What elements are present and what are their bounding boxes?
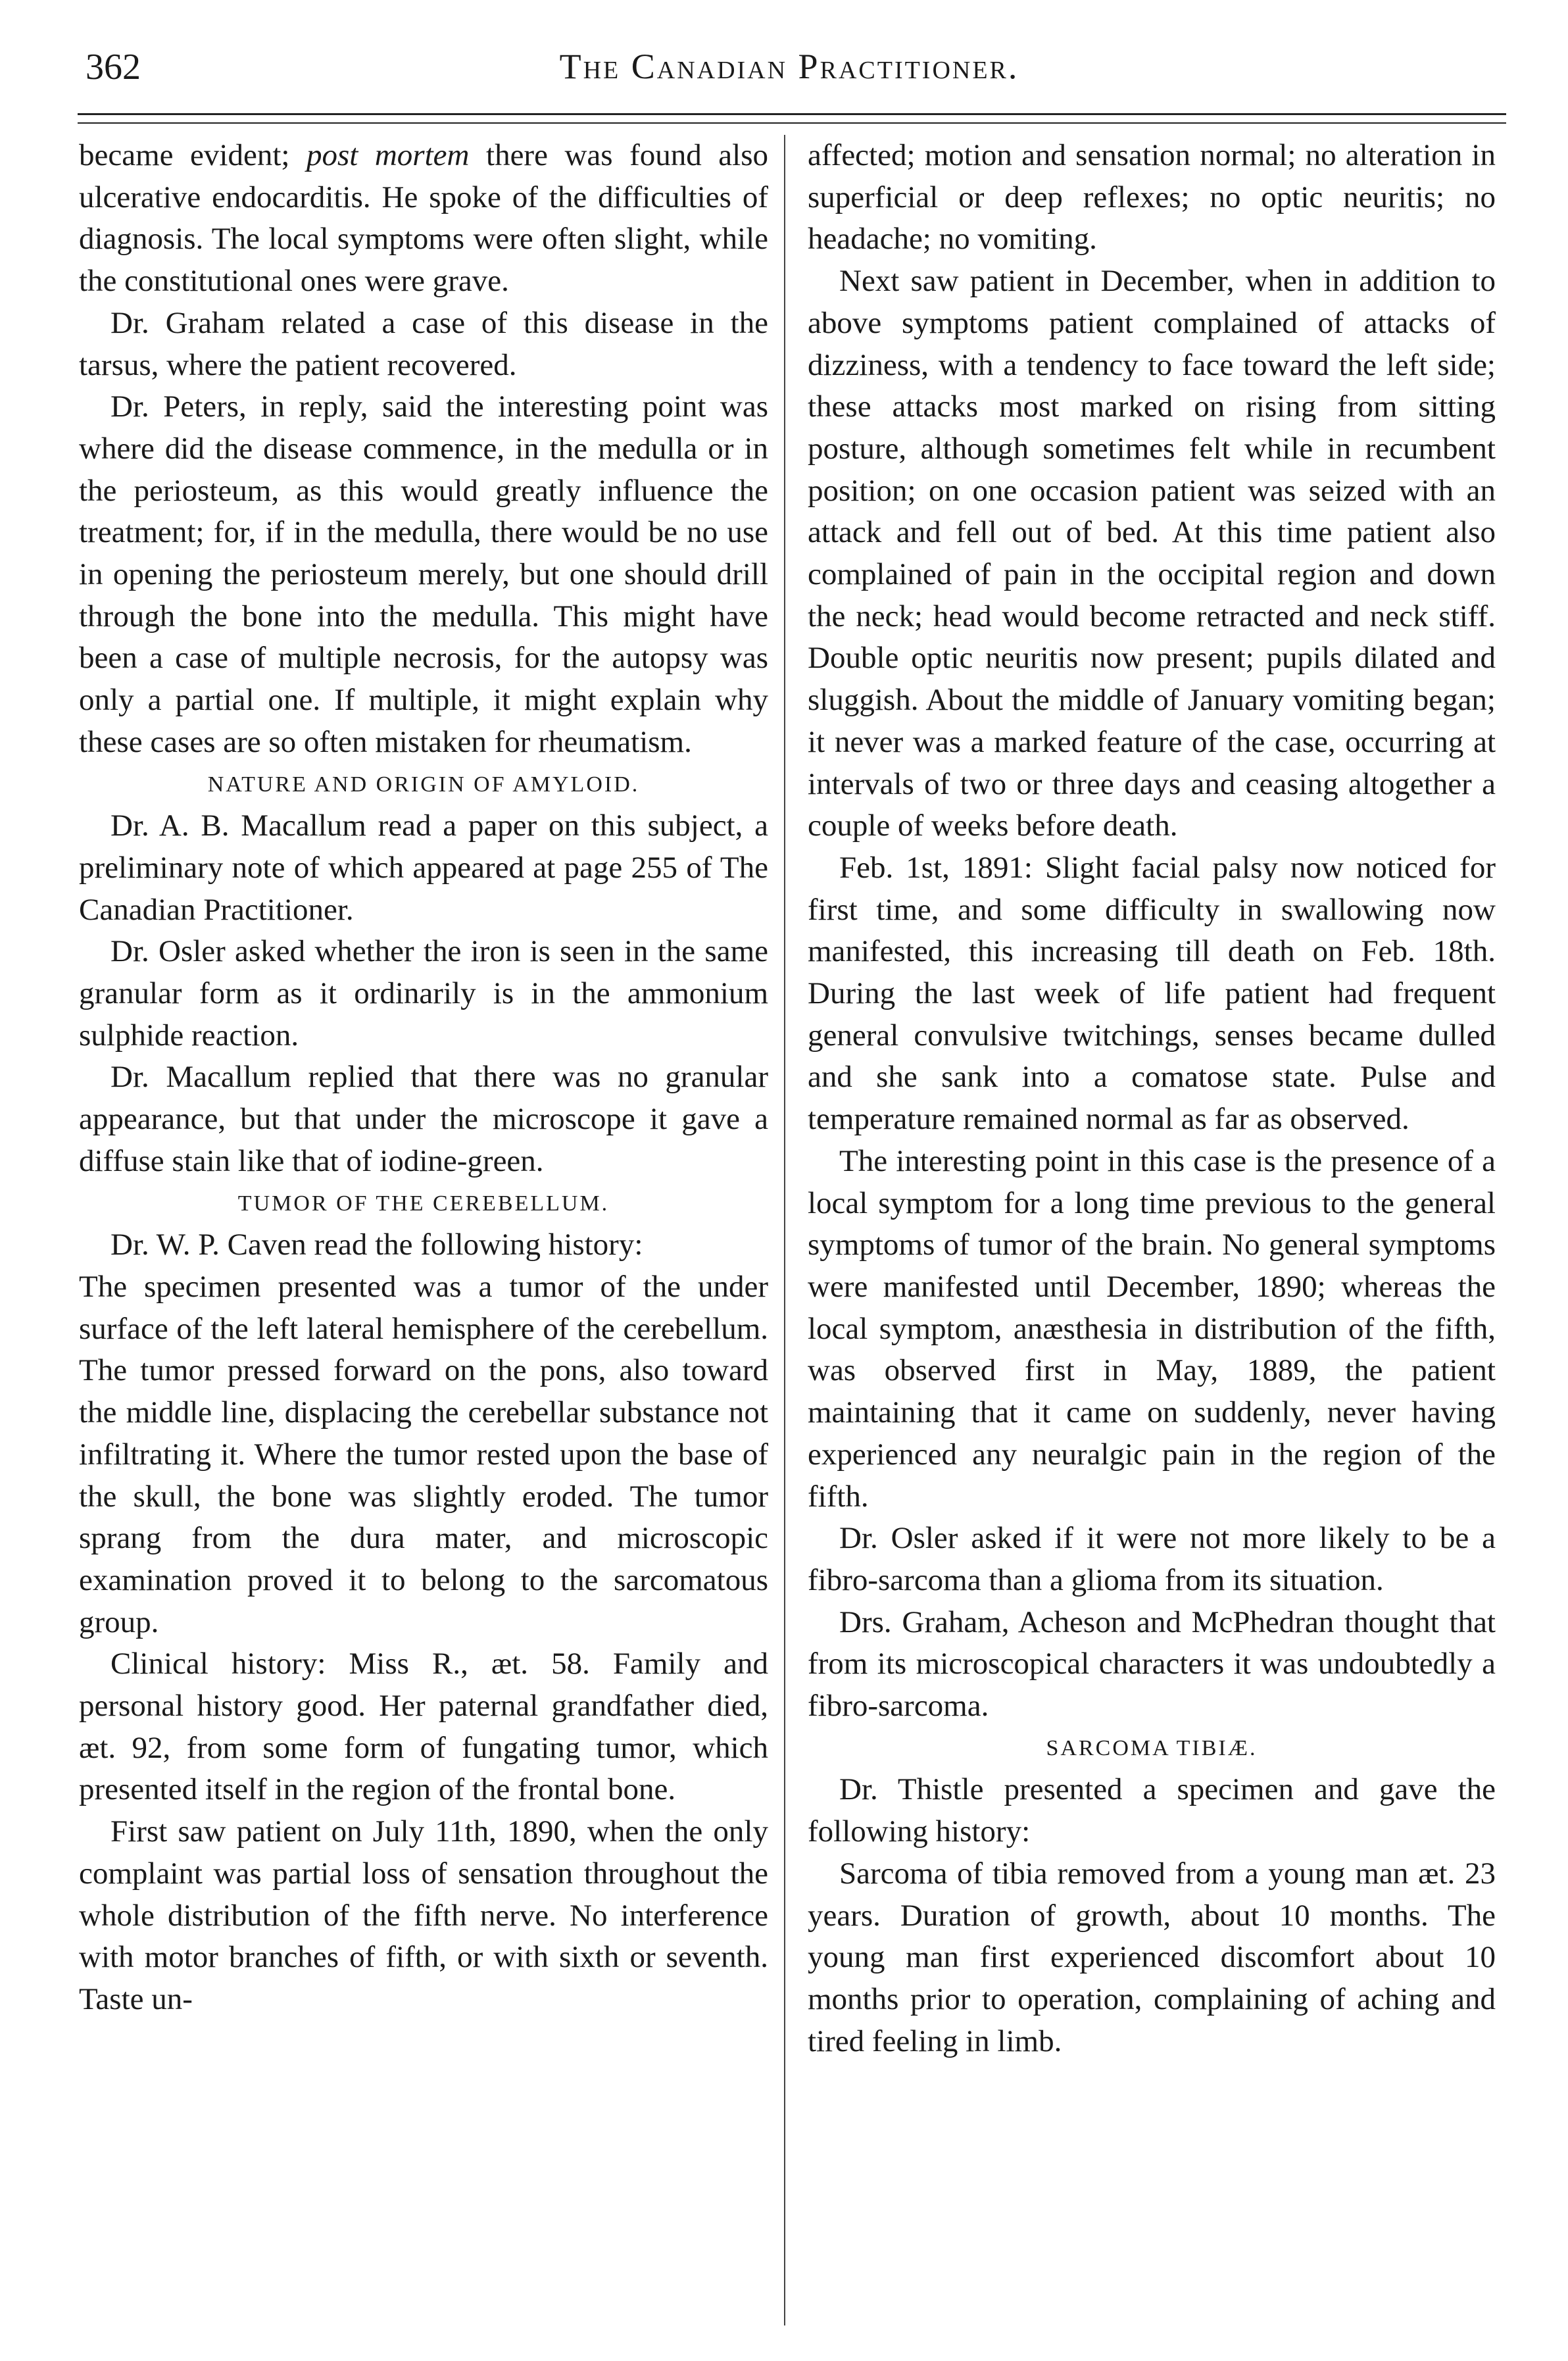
section-heading: NATURE AND ORIGIN OF AMYLOID.: [207, 772, 640, 797]
italic-text: post mortem: [306, 138, 470, 172]
header-rule-top: [78, 113, 1506, 115]
paragraph: [79, 135, 768, 303]
paragraph: Dr. Graham related a case of this disease in the tarsus, where the patient recovered.: [79, 305, 768, 382]
page-header: [72, 20, 1506, 92]
text-run: there was found also ulcerative endocarditis. He spoke of the difficulties of diagnosis. The local symptoms were often slight, while the constitutional ones were grave.: [79, 138, 768, 299]
paragraph: Feb. 1st, 1891: Slight facial palsy now noticed for first time, and some difficulty in swallowing now manifested, this increasing till death on Feb. 18th. During the last week of life patient had frequent general convulsive twitchings, senses became dulled and she sank into a comatose state. Pulse and temperature remained normal as far as observed.: [808, 850, 1496, 1137]
paragraph: Sarcoma of tibia removed from a young man æt. 23 years. Duration of growth, about 10 months. The young man first experienced discomfort about 10 months prior to operation, complaining of aching and tired feeling in limb.: [808, 1856, 1496, 2058]
paragraph: First saw patient on July 11th, 1890, when the only complaint was partial loss of sensation throughout the whole distribution of the fifth nerve. No interference with motor branches of fifth, or with sixth or seventh. Taste un-: [79, 1814, 768, 2016]
paragraph: Dr. A. B. Macallum read a paper on this subject, a preliminary note of which appeared at page 255 of The Canadian Practitioner.: [79, 808, 768, 927]
section-heading: TUMOR OF THE CEREBELLUM.: [237, 1191, 610, 1216]
paragraph: affected; motion and sensation normal; no alteration in superficial or deep reflexes; no optic neuritis; no headache; no vomiting.: [808, 138, 1496, 257]
text-run: became evident;: [79, 138, 306, 172]
paragraph: Dr. Macallum replied that there was no granular appearance, but that under the microscope it gave a diffuse stain like that of iodine-green.: [79, 1060, 768, 1178]
paragraph: Dr. Osler asked whether the iron is seen in the same granular form as it ordinarily is in the ammonium sulphide reaction.: [79, 934, 768, 1053]
paragraph: The specimen presented was a tumor of the under surface of the left lateral hemisphere of the cerebellum. The tumor pressed forward on the pons, also toward the middle line, displacing the cerebellar substance not infiltrating it. Where the tumor rested upon the base of the skull, the bone was slightly eroded. The tumor sprang from the dura mater, and microscopic examination proved it to belong to the sarcomatous group.: [79, 1269, 768, 1639]
paragraph: Dr. Osler asked if it were not more likely to be a fibro-sarcoma than a glioma from its situation.: [808, 1521, 1496, 1597]
paragraph: Clinical history: Miss R., æt. 58. Family and personal history good. Her paternal grandfather died, æt. 92, from some form of fungating tumor, which presented itself in the region of the frontal bone.: [79, 1647, 768, 1807]
section-heading: SARCOMA TIBIÆ.: [1046, 1735, 1258, 1760]
paragraph: Dr. Thistle presented a specimen and gave the following history:: [808, 1772, 1496, 1849]
header-rule-bottom: [78, 122, 1506, 124]
paragraph: Drs. Graham, Acheson and McPhedran thought that from its microscopical characters it was undoubtedly a fibro-sarcoma.: [808, 1604, 1496, 1724]
page-number: 362: [86, 47, 141, 87]
paragraph: Next saw patient in December, when in addition to above symptoms patient complained of attacks of dizziness, with a tendency to face toward the left side; these attacks most marked on rising from sitting posture, although sometimes felt while in recumbent position; on one occasion patient was seized with an attack and fell out of bed. At this time patient also complained of pain in the occipital region and down the neck; head would become retracted and neck stiff. Double optic neuritis now present; pupils dilated and sluggish. About the middle of January vomiting began; it never was a marked feature of the case, occurring at intervals of two or three days and ceasing altogether a couple of weeks before death.: [808, 264, 1496, 843]
paragraph: Dr. W. P. Caven read the following history:: [110, 1228, 643, 1262]
right-column: [808, 135, 1496, 2325]
running-title: The Canadian Practitioner.: [559, 47, 1019, 86]
paragraph: Dr. Peters, in reply, said the interesting point was where did the disease commence, in the medulla or in the periosteum, as this would greatly influence the treatment; for, if in the medulla, there would be no use in opening the periosteum merely, but one should drill through the bone into the medulla. This might have been a case of multiple necrosis, for the autopsy was only a partial one. If multiple, it might explain why these cases are so often mistaken for rheumatism.: [79, 389, 768, 759]
left-column: [79, 135, 768, 2325]
column-divider: [784, 135, 785, 2325]
paragraph: The interesting point in this case is the presence of a local symptom for a long time previous to the general symptoms of tumor of the brain. No general symptoms were manifested until December, 1890; whereas the local symptom, anæsthesia in distribution of the fifth, was observed first in May, 1889, the patient maintaining that it came on suddenly, never having experienced any neuralgic pain in the region of the fifth.: [808, 1143, 1496, 1514]
